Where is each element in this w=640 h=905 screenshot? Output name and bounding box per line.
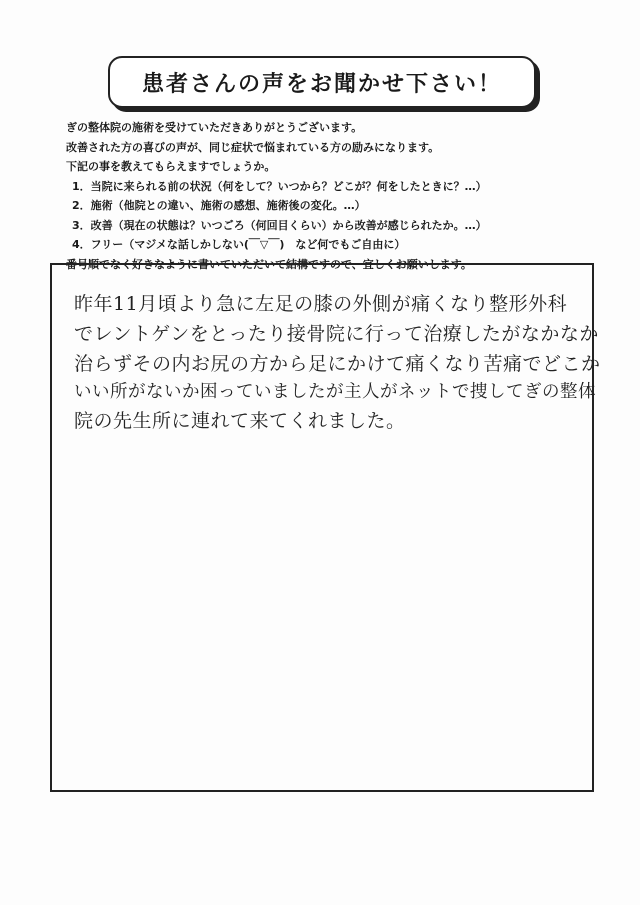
form-title: 患者さんの声をお聞かせ下さい！ — [141, 71, 502, 97]
intro-line: ぎの整体院の施術を受けていただきありがとうございます。 — [66, 121, 363, 134]
testimonial-line: でレントゲンをとったり接骨院に行って治療したがなかなか — [74, 323, 599, 345]
intro-line: 改善された方の喜びの声が、同じ症状で悩まれている方の励みになります。 — [66, 140, 440, 154]
question-item: 2．施術（他院との違い、施術の感想、施術後の変化。…） — [72, 199, 366, 212]
title-box — [108, 56, 536, 108]
testimonial-line: 治らずその内お尻の方から足にかけて痛くなり苦痛でどこか — [74, 353, 601, 375]
testimonial-line: いい所がないか困っていましたが主人がネットで捜してぎの整体 — [74, 382, 596, 402]
question-item: 4．フリー（マジメな話しかしない(￣▽￣) など何でもご自由に） — [72, 238, 406, 251]
intro-line: 下記の事を教えてもらえますでしょうか。 — [66, 160, 276, 173]
question-item: 3．改善（現在の状態は？いつごろ（何回目くらい）から改善が感じられたか。…） — [72, 218, 487, 232]
answer-frame — [50, 263, 601, 792]
closing-line: 番号順でなく好きなように書いていただいて結構ですので、宜しくお願いします。 — [66, 257, 472, 271]
question-item: 1．当院に来られる前の状況（何をして？いつから？どこが？何をしたときに？…） — [72, 179, 487, 193]
handwritten-testimonial — [52, 265, 601, 705]
testimonial-line: 昨年11月頃より急に左足の膝の外側が痛くなり整形外科 — [74, 293, 568, 315]
intro-text — [66, 118, 586, 274]
testimonial-line: 院の先生所に連れて来てくれました。 — [74, 410, 406, 432]
